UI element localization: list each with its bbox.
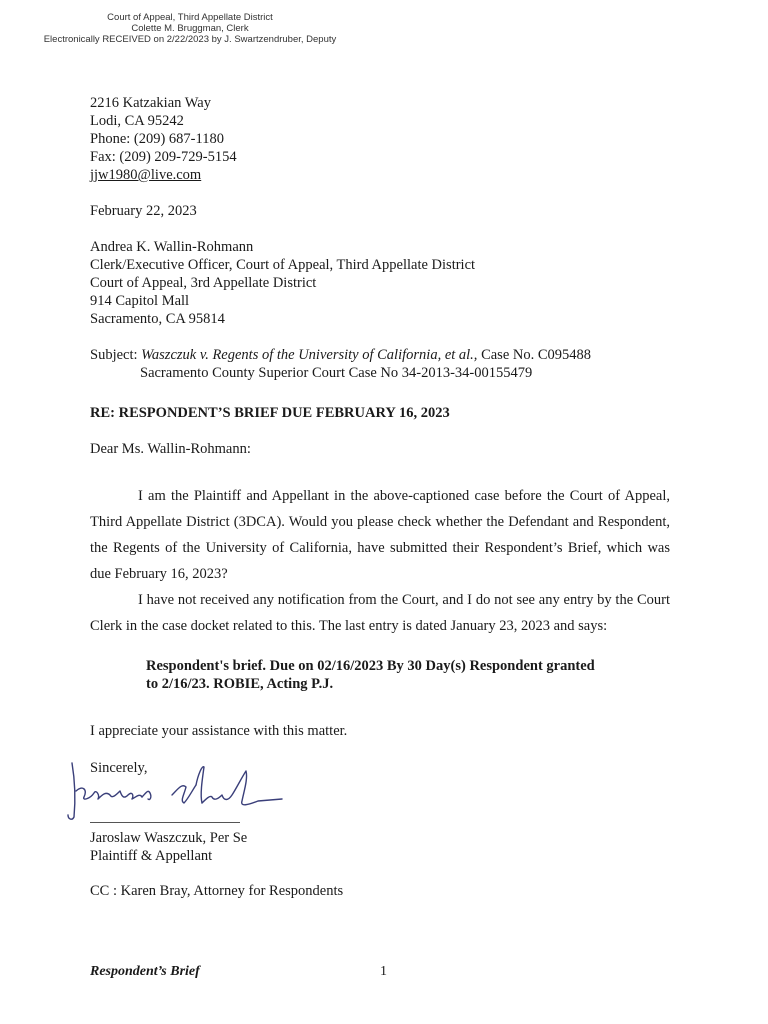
signature-block: [90, 829, 247, 865]
cc-line: CC : Karen Bray, Attorney for Respondents: [90, 883, 344, 899]
recipient-street: 914 Capitol Mall: [90, 293, 190, 309]
body-paragraph-2: [90, 587, 670, 639]
re-line: RE: RESPONDENT’S BRIEF DUE FEBRUARY 16, 2023: [90, 405, 450, 421]
body-paragraph-1: [90, 483, 670, 587]
sender-phone: Phone: (209) 687-1180: [90, 131, 224, 147]
sender-email-link[interactable]: jjw1980@live.com: [90, 167, 202, 183]
recipient-court: Court of Appeal, 3rd Appellate District: [90, 275, 317, 291]
closing: Sincerely,: [90, 760, 148, 776]
letter-date: February 22, 2023: [90, 203, 197, 219]
body-paragraph-1-text: I am the Plaintiff and Appellant in the above-captioned case before the Court of Appeal, Third Appellate District (3DCA). Would you please check whether the Defendant and Respondent, the Regents of the University of California, have submitted their Respondent’s Brief, which was due February 16, 2023?: [90, 488, 670, 582]
docket-quote: [146, 657, 595, 693]
footer-page-number: 1: [380, 964, 387, 979]
subject-line-2: Sacramento County Superior Court Case No 34-2013-34-00155479: [140, 365, 533, 381]
subject-block: [90, 346, 591, 382]
closing-thanks: I appreciate your assistance with this matter.: [90, 723, 348, 739]
docket-quote-line-2: to 2/16/23. ROBIE, Acting P.J.: [146, 676, 334, 692]
signer-role: Plaintiff & Appellant: [90, 848, 213, 864]
court-receipt-stamp: [0, 12, 380, 45]
stamp-court: Court of Appeal, Third Appellate District: [107, 12, 273, 23]
subject-label: Subject:: [90, 347, 142, 363]
stamp-received: Electronically RECEIVED on 2/22/2023 by J. Swartzendruber, Deputy: [43, 34, 337, 45]
recipient-name: Andrea K. Wallin-Rohmann: [90, 239, 254, 255]
body-paragraph-2-text: I have not received any notification from the Court, and I do not see any entry by the Court Clerk in the case docket related to this. The last entry is dated January 23, 2023 and says:: [90, 592, 670, 634]
handwritten-signature: [62, 755, 292, 825]
signature-rule: [90, 822, 240, 823]
recipient-address: [90, 238, 475, 328]
sender-address: [90, 94, 237, 184]
salutation: Dear Ms. Wallin-Rohmann:: [90, 441, 251, 457]
subject-case-no: Case No. C095488: [477, 347, 592, 363]
sender-fax: Fax: (209) 209-729-5154: [90, 149, 237, 165]
footer-document-title: Respondent’s Brief: [90, 964, 200, 979]
subject-line-1: [90, 346, 591, 364]
sender-street: 2216 Katzakian Way: [90, 95, 211, 111]
recipient-title: Clerk/Executive Officer, Court of Appeal, Third Appellate District: [90, 257, 476, 273]
docket-quote-line-1: Respondent's brief. Due on 02/16/2023 By 30 Day(s) Respondent granted: [146, 658, 595, 674]
stamp-clerk: Colette M. Bruggman, Clerk: [131, 23, 249, 34]
recipient-city: Sacramento, CA 95814: [90, 311, 225, 327]
sender-city: Lodi, CA 95242: [90, 113, 184, 129]
subject-case-name: Waszczuk v. Regents of the University of California, et al.,: [141, 347, 478, 363]
signer-name: Jaroslaw Waszczuk, Per Se: [90, 830, 248, 846]
